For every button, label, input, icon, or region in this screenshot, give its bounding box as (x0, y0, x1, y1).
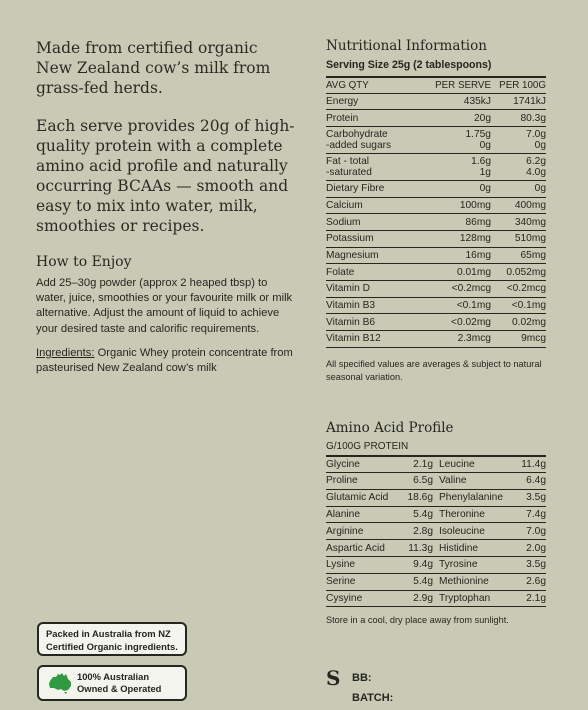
nutrition-row (326, 180, 546, 197)
nutrient-name (326, 247, 427, 264)
per-100g (491, 180, 546, 197)
amino-value-right: 2.6g (516, 573, 546, 590)
nutrition-row (326, 93, 546, 110)
amino-name-right: Methionine (439, 573, 516, 590)
nutrient-name-value: Vitamin B3 (326, 300, 376, 312)
amino-value-right: 3.5g (516, 489, 546, 506)
nutrient-name-value: Calcium (326, 199, 363, 211)
per-100g (491, 314, 546, 331)
per-100g-value: 0g (534, 183, 546, 195)
nutrition-row (326, 197, 546, 214)
per-serve (427, 197, 491, 214)
nutrient-name (326, 297, 427, 314)
per-serve (427, 110, 491, 127)
nutrient-name (326, 331, 427, 348)
amino-row (326, 506, 546, 523)
nutrition-row (326, 264, 546, 281)
ingredients-block (36, 346, 298, 376)
amino-row (326, 489, 546, 506)
nutrient-name (326, 197, 427, 214)
amino-value-right: 7.4g (516, 506, 546, 523)
per-serve (427, 153, 491, 180)
per-serve (427, 126, 491, 153)
how-to-enjoy-text: Add 25–30g powder (approx 2 heaped tbsp) to water, juice, smoothies or your favourite milk or milk alternative. Adjust the amount of liquid to achieve your desired taste and calorific requirements. (36, 277, 293, 335)
amino-name-right: Valine (439, 473, 516, 490)
per-serve-sub-value: 0g (479, 139, 491, 151)
amino-name-left: Lysine (326, 557, 401, 574)
amino-value-left: 11.3g (401, 540, 439, 557)
nutrient-name-sub-value: -added sugars (326, 139, 392, 151)
amino-unit-label: G/100G PROTEIN (326, 440, 409, 452)
per-100g (491, 153, 546, 180)
amino-name-left: Serine (326, 573, 401, 590)
per-serve (427, 264, 491, 281)
per-serve-value: 16mg (465, 249, 491, 261)
per-100g-value: 0.052mg (506, 266, 546, 278)
per-100g (491, 126, 546, 153)
amino-name-right: Theronine (439, 506, 516, 523)
nutrition-header-row (326, 77, 546, 93)
amino-title: Amino Acid Profile (326, 419, 454, 436)
nutrient-name-value: Fat - total (326, 155, 370, 167)
per-serve-value: 20g (473, 112, 491, 124)
nutrition-row (326, 331, 546, 348)
nutrient-name-value: Vitamin D (326, 283, 370, 295)
per-100g-value: 6.2g (526, 155, 546, 167)
per-serve (427, 314, 491, 331)
amino-value-right: 2.1g (516, 590, 546, 607)
per-100g-value: 1741kJ (513, 95, 546, 107)
nutrient-name (326, 264, 427, 281)
amino-value-left: 6.5g (401, 473, 439, 490)
amino-row (326, 573, 546, 590)
per-serve-value: 100mg (459, 199, 491, 211)
amino-row (326, 590, 546, 607)
serving-size: Serving Size 25g (2 tablespoons) (326, 59, 492, 71)
brand-logo-mark: S (326, 666, 341, 690)
australian-owned-badge (37, 665, 187, 701)
per-100g-value: <0.2mcg (506, 283, 546, 295)
amino-value-left: 2.9g (401, 590, 439, 607)
per-serve-value: 1.75g (465, 128, 491, 140)
per-serve-value: <0.02mg (451, 316, 491, 328)
amino-value-right: 7.0g (516, 523, 546, 540)
nutrient-name-value: Energy (326, 95, 359, 107)
nutrient-name-value: Magnesium (326, 249, 379, 261)
australia-map-icon (47, 671, 73, 695)
amino-row (326, 557, 546, 574)
amino-value-left: 5.4g (401, 573, 439, 590)
amino-acid-section (326, 420, 546, 626)
packed-in-australia-badge: Packed in Australia from NZ Certified Organic ingredients. (37, 622, 187, 656)
nutrient-name (326, 281, 427, 298)
amino-value-right: 6.4g (516, 473, 546, 490)
how-to-enjoy-heading: How to Enjoy (36, 254, 132, 270)
nutrition-rows (326, 93, 546, 347)
nutrient-name (326, 314, 427, 331)
best-before-label: BB: (352, 672, 372, 684)
per-serve (427, 247, 491, 264)
amino-value-left: 18.6g (401, 489, 439, 506)
per-100g (491, 93, 546, 110)
nutrition-row (326, 247, 546, 264)
nutrition-row (326, 297, 546, 314)
amino-name-left: Aspartic Acid (326, 540, 401, 557)
per-100g-value: 80.3g (520, 112, 546, 124)
amino-value-right: 11.4g (516, 456, 546, 473)
per-100g-value: 400mg (514, 199, 546, 211)
amino-name-right: Leucine (439, 456, 516, 473)
nutrient-name-sub-value: -saturated (326, 166, 372, 178)
amino-name-right: Isoleucine (439, 523, 516, 540)
ingredients-label: Ingredients: (36, 346, 95, 359)
per-100g-value: 9mcg (521, 333, 546, 345)
amino-name-right: Tyrosine (439, 557, 516, 574)
per-serve-value: 0.01mg (457, 266, 491, 278)
per-serve (427, 281, 491, 298)
nutrient-name-value: Sodium (326, 216, 361, 228)
per-serve-value: 128mg (459, 233, 491, 245)
amino-name-right: Histidine (439, 540, 516, 557)
nutrient-name-value: Carbohydrate (326, 128, 388, 140)
per-100g-value: 510mg (514, 233, 546, 245)
amino-name-right: Tryptophan (439, 590, 516, 607)
per-serve (427, 93, 491, 110)
per-100g (491, 264, 546, 281)
amino-name-left: Glutamic Acid (326, 489, 401, 506)
amino-name-left: Arginine (326, 523, 401, 540)
amino-name-right: Phenylalanine (439, 489, 516, 506)
australian-owned-line-1: 100% Australian (77, 671, 150, 682)
nutrient-name (326, 93, 427, 110)
nutrient-name (326, 180, 427, 197)
nutrient-name-value: Folate (326, 266, 355, 278)
per-100g-value: 340mg (514, 216, 546, 228)
per-100g-sub-value: 0g (534, 139, 546, 151)
nutrition-row (326, 153, 546, 180)
amino-value-right: 3.5g (516, 557, 546, 574)
per-100g-sub-value: 4.0g (526, 166, 546, 178)
per-serve-value: 2.3mcg (457, 333, 491, 345)
ingredients-text: Organic Whey protein concentrate from pasteurised New Zealand cow’s milk (36, 346, 293, 375)
amino-value-left: 2.8g (401, 523, 439, 540)
per-serve-value: 435kJ (463, 95, 491, 107)
intro-text (36, 38, 298, 236)
amino-name-left: Proline (326, 473, 401, 490)
batch-label: BATCH: (352, 692, 394, 704)
header-per-100g: PER 100G (491, 77, 546, 93)
per-serve-value: <0.2mcg (451, 283, 491, 295)
per-100g (491, 197, 546, 214)
nutrient-name-value: Dietary Fibre (326, 183, 385, 195)
per-serve (427, 230, 491, 247)
nutrition-row (326, 214, 546, 231)
nutrition-row (326, 110, 546, 127)
nutrient-name (326, 153, 427, 180)
per-serve-sub-value: 1g (479, 166, 491, 178)
nutrition-row (326, 230, 546, 247)
per-100g (491, 297, 546, 314)
amino-name-left: Cysyine (326, 590, 401, 607)
nutrient-name-value: Potassium (326, 233, 374, 245)
amino-value-left: 2.1g (401, 456, 439, 473)
per-100g (491, 214, 546, 231)
per-100g-value: 65mg (520, 249, 546, 261)
amino-value-right: 2.0g (516, 540, 546, 557)
header-avg-qty: AVG QTY (326, 77, 427, 93)
per-serve-value: 1.6g (471, 155, 491, 167)
per-serve (427, 214, 491, 231)
per-100g-value: 0.02mg (512, 316, 546, 328)
amino-row (326, 523, 546, 540)
storage-instructions: Store in a cool, dry place away from sunlight. (326, 615, 509, 626)
nutrition-title: Nutritional Information (326, 38, 487, 54)
intro-paragraph-origin: Made from certified organic New Zealand cow’s milk from grass-fed herds. (36, 39, 271, 97)
amino-value-left: 9.4g (401, 557, 439, 574)
per-100g (491, 247, 546, 264)
nutrition-table (326, 76, 546, 348)
per-100g (491, 230, 546, 247)
nutrient-name (326, 230, 427, 247)
nutrition-row (326, 281, 546, 298)
nutrition-row (326, 126, 546, 153)
nutrient-name-value: Protein (326, 112, 359, 124)
per-serve (427, 331, 491, 348)
nutrient-name (326, 214, 427, 231)
intro-paragraph-benefits: Each serve provides 20g of high-quality protein with a complete amino acid profile and naturally occurring BCAAs — smooth and easy to mix into water, milk, smoothies or recipes. (36, 117, 295, 235)
nutrient-name (326, 110, 427, 127)
per-serve-value: <0.1mg (456, 300, 491, 312)
amino-name-left: Glycine (326, 456, 401, 473)
per-serve-value: 86mg (465, 216, 491, 228)
per-100g (491, 281, 546, 298)
per-100g (491, 110, 546, 127)
nutrient-name-value: Vitamin B12 (326, 333, 381, 345)
header-per-serve: PER SERVE (427, 77, 491, 93)
per-serve (427, 297, 491, 314)
per-serve (427, 180, 491, 197)
amino-table (326, 455, 546, 608)
product-description (36, 38, 298, 376)
averages-note: All specified values are averages & subject to natural seasonal variation. (326, 358, 542, 382)
per-100g-value: <0.1mg (511, 300, 546, 312)
per-serve-value: 0g (479, 183, 491, 195)
amino-value-left: 5.4g (401, 506, 439, 523)
nutrient-name-value: Vitamin B6 (326, 316, 376, 328)
per-100g (491, 331, 546, 348)
nutrition-panel (326, 38, 546, 625)
nutrition-row (326, 314, 546, 331)
amino-rows (326, 456, 546, 607)
amino-row (326, 473, 546, 490)
amino-row (326, 540, 546, 557)
amino-name-left: Alanine (326, 506, 401, 523)
nutrient-name (326, 126, 427, 153)
australian-owned-line-2: Owned & Operated (77, 683, 162, 694)
amino-row (326, 456, 546, 473)
per-100g-value: 7.0g (526, 128, 546, 140)
